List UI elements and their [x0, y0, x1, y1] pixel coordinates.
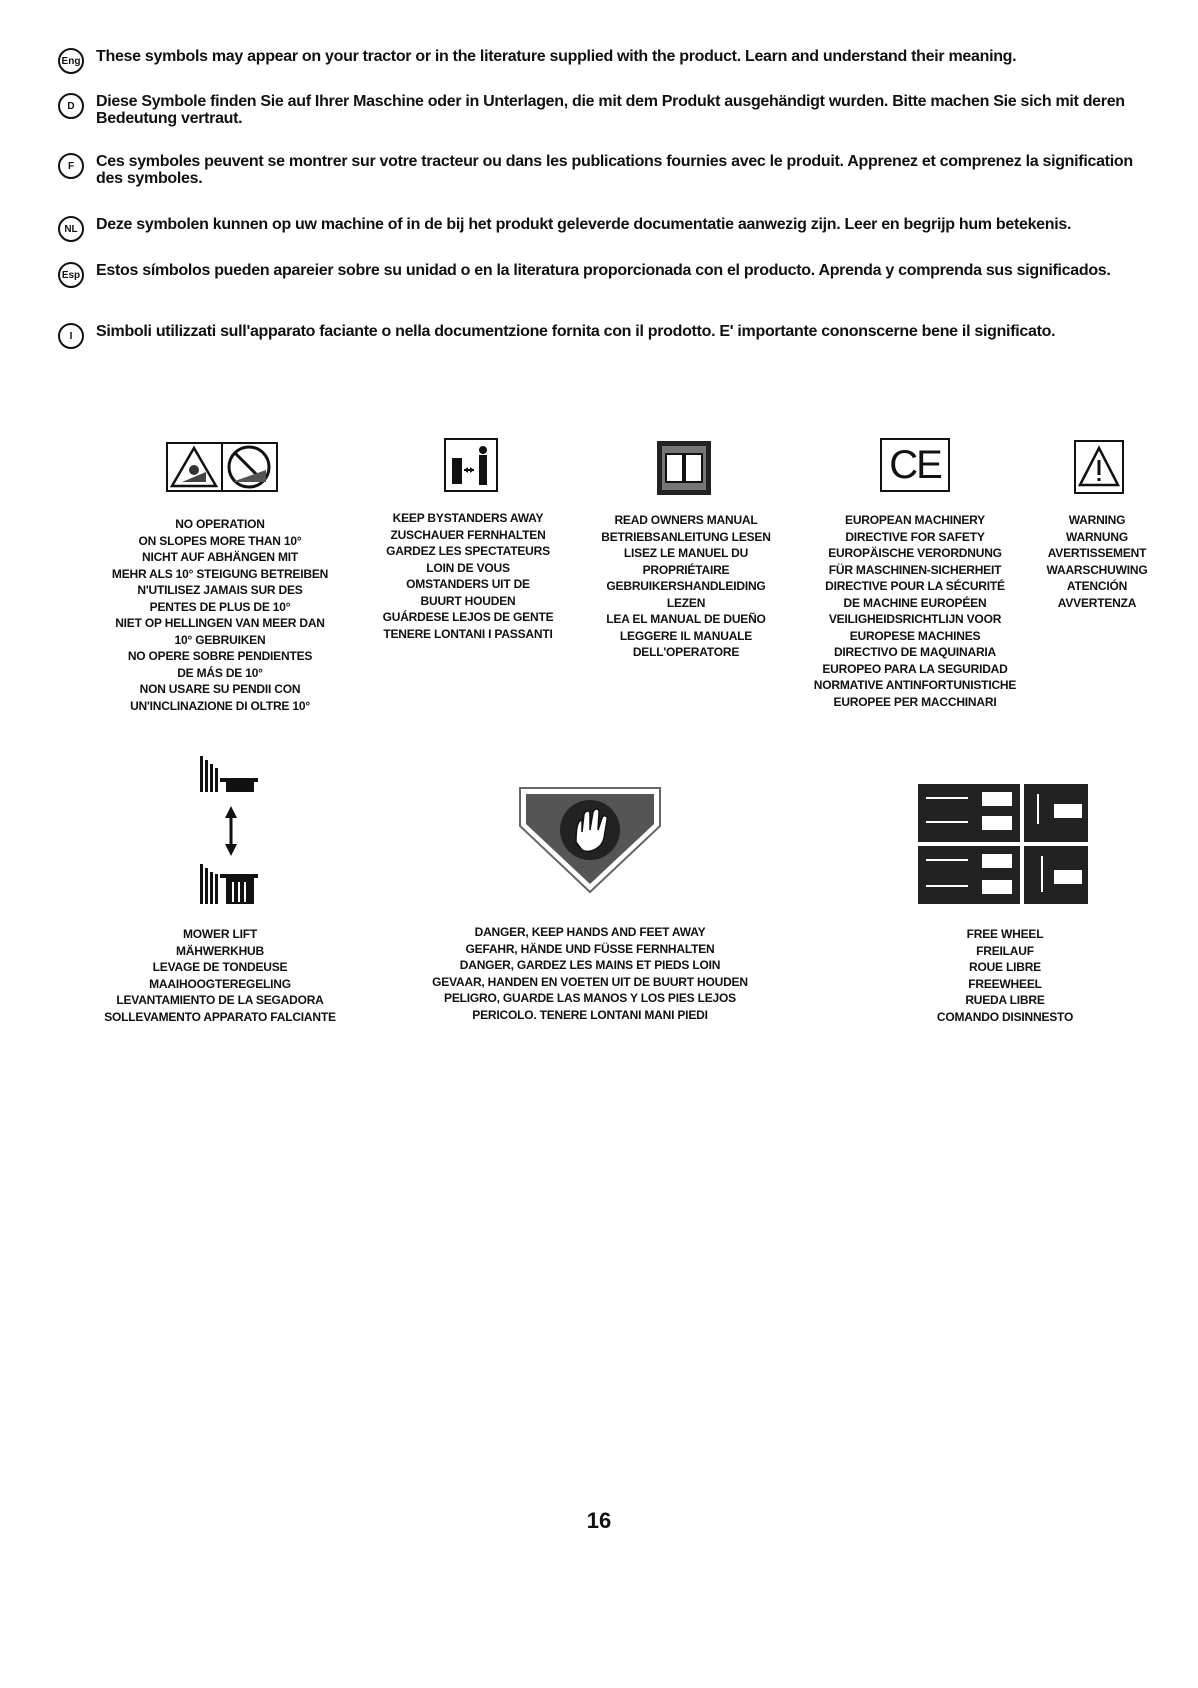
lang-badge-it: I — [58, 323, 84, 349]
read-manual-icon — [656, 440, 712, 496]
warning-triangle-icon — [1074, 440, 1124, 494]
no-operation-caption: NO OPERATION ON SLOPES MORE THAN 10° NICHT AUF ABHÄNGEN MIT MEHR ALS 10° STEIGUNG BETREIBEN N'UTILISEZ JAMAIS SUR DES PENTES DE PLUS DE 10° NIET OP HELLINGEN VAN MEER DAN 10° GEBRUIKEN NO OPERE SOBRE PENDIENTES DE MÁS DE 10° NON USARE SU PENDII CON UN'INCLINAZIONE DI OLTRE 10° — [111, 517, 329, 713]
intro-row-it — [58, 323, 1158, 349]
intro-row-nl — [58, 216, 1158, 242]
mower-lift-icon — [196, 754, 266, 908]
free-wheel-icon — [918, 784, 1088, 906]
lang-badge-nl: NL — [58, 216, 84, 242]
intro-text-it: Simboli utilizzati sull'apparato faciante o nella documentzione fornita con il prodotto. E' importante cononscerne bene il significato. — [96, 323, 1056, 340]
intro-text-es: Estos símbolos pueden apareier sobre su unidad o en la literatura proporcionada con el producto. Aprenda y comprenda sus significados. — [96, 262, 1111, 279]
intro-row-de — [58, 93, 1158, 127]
no-slope-operation-icon — [166, 442, 278, 492]
intro-text-eng: These symbols may appear on your tractor or in the literature supplied with the product. Learn and understand their meaning. — [96, 48, 1017, 65]
warning-caption: WARNING WARNUNG AVERTISSEMENT WAARSCHUWING ATENCIÓN AVVERTENZA — [1046, 513, 1148, 610]
lang-badge-es: Esp — [58, 262, 84, 288]
free-wheel-caption: FREE WHEEL FREILAUF ROUE LIBRE FREEWHEEL RUEDA LIBRE COMANDO DISINNESTO — [936, 927, 1074, 1024]
danger-hands-feet-caption: DANGER, KEEP HANDS AND FEET AWAY GEFAHR, HÄNDE UND FÜSSE FERNHALTEN DANGER, GARDEZ LES MAINS ET PIEDS LOIN GEVAAR, HANDEN EN VOETEN UIT DE BUURT HOUDEN PELIGRO, GUARDE LAS MANOS Y LOS PIES LEJOS PERICOLO. TENERE LONTANI MANI PIEDI — [432, 925, 748, 1022]
intro-row-eng — [58, 48, 1158, 74]
page-number: 16 — [586, 1508, 612, 1533]
intro-text-nl: Deze symbolen kunnen op uw machine of in de bij het produkt geleverde documentatie aanwezig zijn. Leer en begrijp hum betekenis. — [96, 216, 1072, 233]
intro-row-fr — [58, 153, 1158, 187]
lang-badge-eng: Eng — [58, 48, 84, 74]
danger-hand-icon — [518, 786, 662, 894]
keep-bystanders-away-icon — [444, 438, 498, 492]
read-manual-caption: READ OWNERS MANUAL BETRIEBSANLEITUNG LESEN LISEZ LE MANUEL DU PROPRIÉTAIRE GEBRUIKERSHANDLEIDING LEZEN LEA EL MANUAL DE DUEÑO LEGGERE IL MANUALE DELL'OPERATORE — [601, 513, 771, 659]
lang-badge-fr: F — [58, 153, 84, 179]
intro-row-es — [58, 262, 1158, 288]
intro-text-fr: Ces symboles peuvent se montrer sur votre tracteur ou dans les publications fournies avec le produit. Apprenez et comprenez la signification des symboles. — [96, 153, 1133, 187]
keep-bystanders-caption: KEEP BYSTANDERS AWAY ZUSCHAUER FERNHALTEN GARDEZ LES SPECTATEURS LOIN DE VOUS OMSTANDERS UIT DE BUURT HOUDEN GUÁRDESE LEJOS DE GENTE TENERE LONTANI I PASSANTI — [382, 511, 554, 641]
mower-lift-caption: MOWER LIFT MÄHWERKHUB LEVAGE DE TONDEUSE MAAIHOOGTEREGELING LEVANTAMIENTO DE LA SEGADORA SOLLEVAMENTO APPARATO FALCIANTE — [104, 927, 336, 1024]
ce-mark-icon: CE — [880, 438, 950, 492]
lang-badge-de: D — [58, 93, 84, 119]
european-machinery-caption: EUROPEAN MACHINERY DIRECTIVE FOR SAFETY EUROPÄISCHE VERORDNUNG FÜR MASCHINEN-SICHERHEIT DIRECTIVE POUR LA SÉCURITÉ DE MACHINE EUROPÉEN VEILIGHEIDSRICHTLIJN VOOR EUROPESE MACHINES DIRECTIVO DE MAQUINARIA EUROPEO PARA LA SEGURIDAD NORMATIVE ANTINFORTUNISTICHE EUROPEE PER MACCHINARI — [813, 513, 1017, 709]
intro-text-de: Diese Symbole finden Sie auf Ihrer Maschine oder in Unterlagen, die mit dem Produkt ausgehändigt wurden. Bitte machen Sie sich mit deren Bedeutung vertraut. — [96, 93, 1125, 127]
